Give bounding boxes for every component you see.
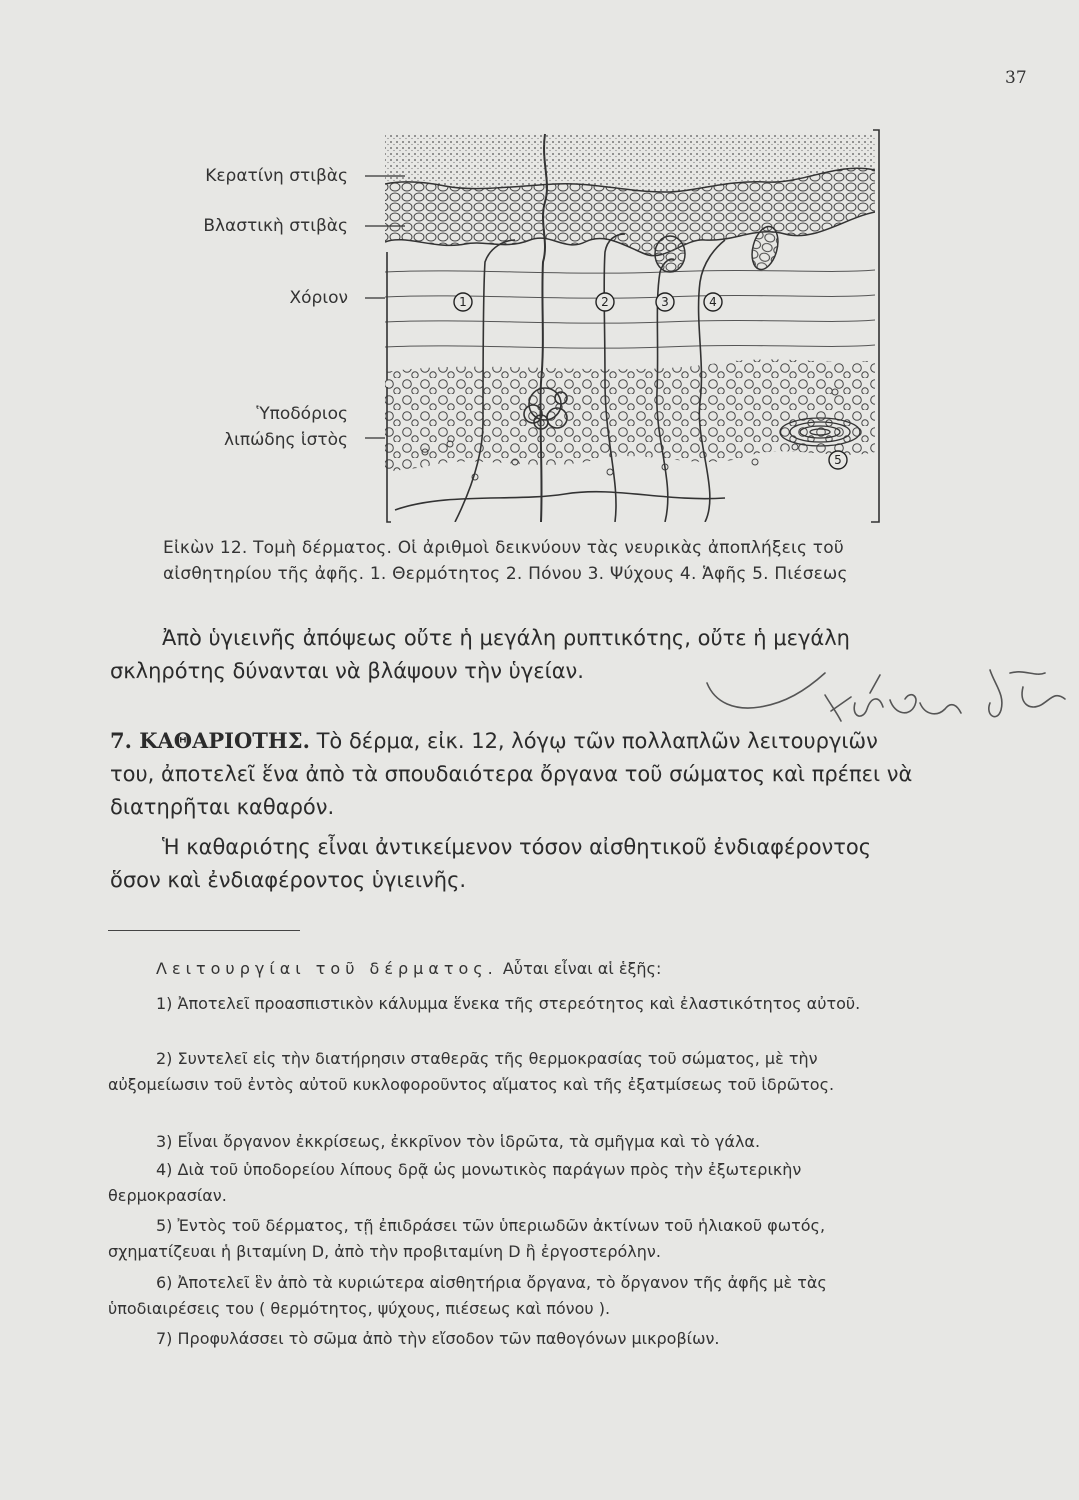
footnote-item-7 xyxy=(108,1326,920,1352)
paragraph-aesthetic: Ἡ καθαριότης εἶναι ἀντικείμενον τόσον αἰσθητικοῦ ἐνδιαφέροντος ὅσον καὶ ἐνδιαφέροντος ὑγιεινῆς. xyxy=(110,835,872,892)
label-blastic-layer: Βλαστικὴ στιβὰς xyxy=(203,216,348,236)
section-heading: 7. ΚΑΘΑΡΙΟΤΗΣ. xyxy=(110,728,310,753)
marker-1: 1 xyxy=(459,295,467,309)
footnote-divider xyxy=(108,930,300,931)
marker-5: 5 xyxy=(834,453,842,467)
footnote-item-3 xyxy=(108,1129,920,1155)
footnote-item-5 xyxy=(108,1213,920,1265)
footnote-item-2-text: 2) Συντελεῖ εἰς τὴν διατήρησιν σταθερᾶς τῆς θερμοκρασίας τοῦ σώματος, μὲ τὴν αὐξομείωσιν τοῦ ἐντὸς αὐτοῦ κυκλοφοροῦντος αἵματος καὶ τῆς ἐξατμίσεως τοῦ ἱδρῶτος. xyxy=(108,1049,835,1094)
footnote-item-6-text: 6) Ἀποτελεῖ ἓν ἀπὸ τὰ κυριώτερα αἰσθητήρια ὄργανα, τὸ ὄργανον τῆς ἀφῆς μὲ τὰς ὑποδιαιρέσεις του ( θερμότητος, ψύχους, πιέσεως καὶ πόνου ). xyxy=(108,1273,827,1318)
label-subcutaneous-2: λιπώδης ἱστὸς xyxy=(224,430,348,450)
skin-diagram xyxy=(365,122,890,532)
marker-4: 4 xyxy=(709,295,717,309)
marker-3: 3 xyxy=(661,295,669,309)
footnote-item-1-text: 1) Ἀποτελεῖ προασπιστικὸν κάλυμμα ἕνεκα τῆς στερεότητος καὶ ἐλαστικότητος αὐτοῦ. xyxy=(156,994,861,1013)
skin-section-figure xyxy=(150,122,910,532)
paragraph-hygiene: Ἀπὸ ὑγιεινῆς ἀπόψεως οὔτε ἡ μεγάλη ρυπτικότης, οὔτε ἡ μεγάλη σκληρότης δύνανται νὰ βλάψουν τὴν ὑγείαν. xyxy=(110,626,850,683)
footnote-item-4 xyxy=(108,1157,920,1209)
label-dermis: Χόριον xyxy=(289,288,348,308)
marker-2: 2 xyxy=(601,295,609,309)
footnote-item-5-text: 5) Ἐντὸς τοῦ δέρματος, τῇ ἐπιδράσει τῶν ὑπεριωδῶν ἀκτίνων τοῦ ἡλιακοῦ φωτός, σχηματίζευαι ἡ βιταμίνη D, ἀπὸ τὴν προβιταμίνη D ἢ ἐργοστερόλην. xyxy=(108,1216,826,1261)
figure-caption: Εἰκὼν 12. Τομὴ δέρματος. Οἱ ἀριθμοὶ δεικνύουν τὰς νευρικὰς ἀποπλήξεις τοῦ αἰσθητηρίου τῆς ἀφῆς. 1. Θερμότητος 2. Πόνου 3. Ψύχους 4. Ἁφῆς 5. Πιέσεως xyxy=(163,538,848,584)
footnote-item-2 xyxy=(108,1046,920,1098)
label-keratin-layer: Κερατίνη στιβὰς xyxy=(205,166,348,186)
footnote-item-4-text: 4) Διὰ τοῦ ὑποδορείου λίπους δρᾷ ὡς μονωτικὸς παράγων πρὸς τὴν ἐξωτερικὴν θερμοκρασίαν. xyxy=(108,1160,802,1205)
footnote-item-1 xyxy=(108,991,920,1017)
section-text: Τὸ δέρμα, εἰκ. 12, λόγῳ τῶν πολλαπλῶν λειτουργιῶν του, ἀποτελεῖ ἕνα ἀπὸ τὰ σπουδαιότερα ὄργανα τοῦ σώματος καὶ πρέπει νὰ διατηρῆται καθαρόν. xyxy=(110,729,913,819)
section-cleanliness xyxy=(110,724,920,824)
footnote-item-6 xyxy=(108,1270,920,1322)
footnote-title xyxy=(108,956,920,982)
footnote-item-7-text: 7) Προφυλάσσει τὸ σῶμα ἀπὸ τὴν εἴσοδον τῶν παθογόνων μικροβίων. xyxy=(156,1329,720,1348)
page-number: 37 xyxy=(1005,68,1027,88)
footnote-title-spaced: Λειτουργίαι τοῦ δέρματος. xyxy=(156,959,498,978)
footnote-item-3-text: 3) Εἶναι ὄργανον ἐκκρίσεως, ἐκκρῖνον τὸν ἱδρῶτα, τὰ σμῆγμα καὶ τὸ γάλα. xyxy=(156,1132,761,1151)
label-subcutaneous-1: Ὑποδόριος xyxy=(256,404,348,424)
footnote-title-rest: Αὗται εἶναι αἱ ἑξῆς: xyxy=(502,959,662,978)
